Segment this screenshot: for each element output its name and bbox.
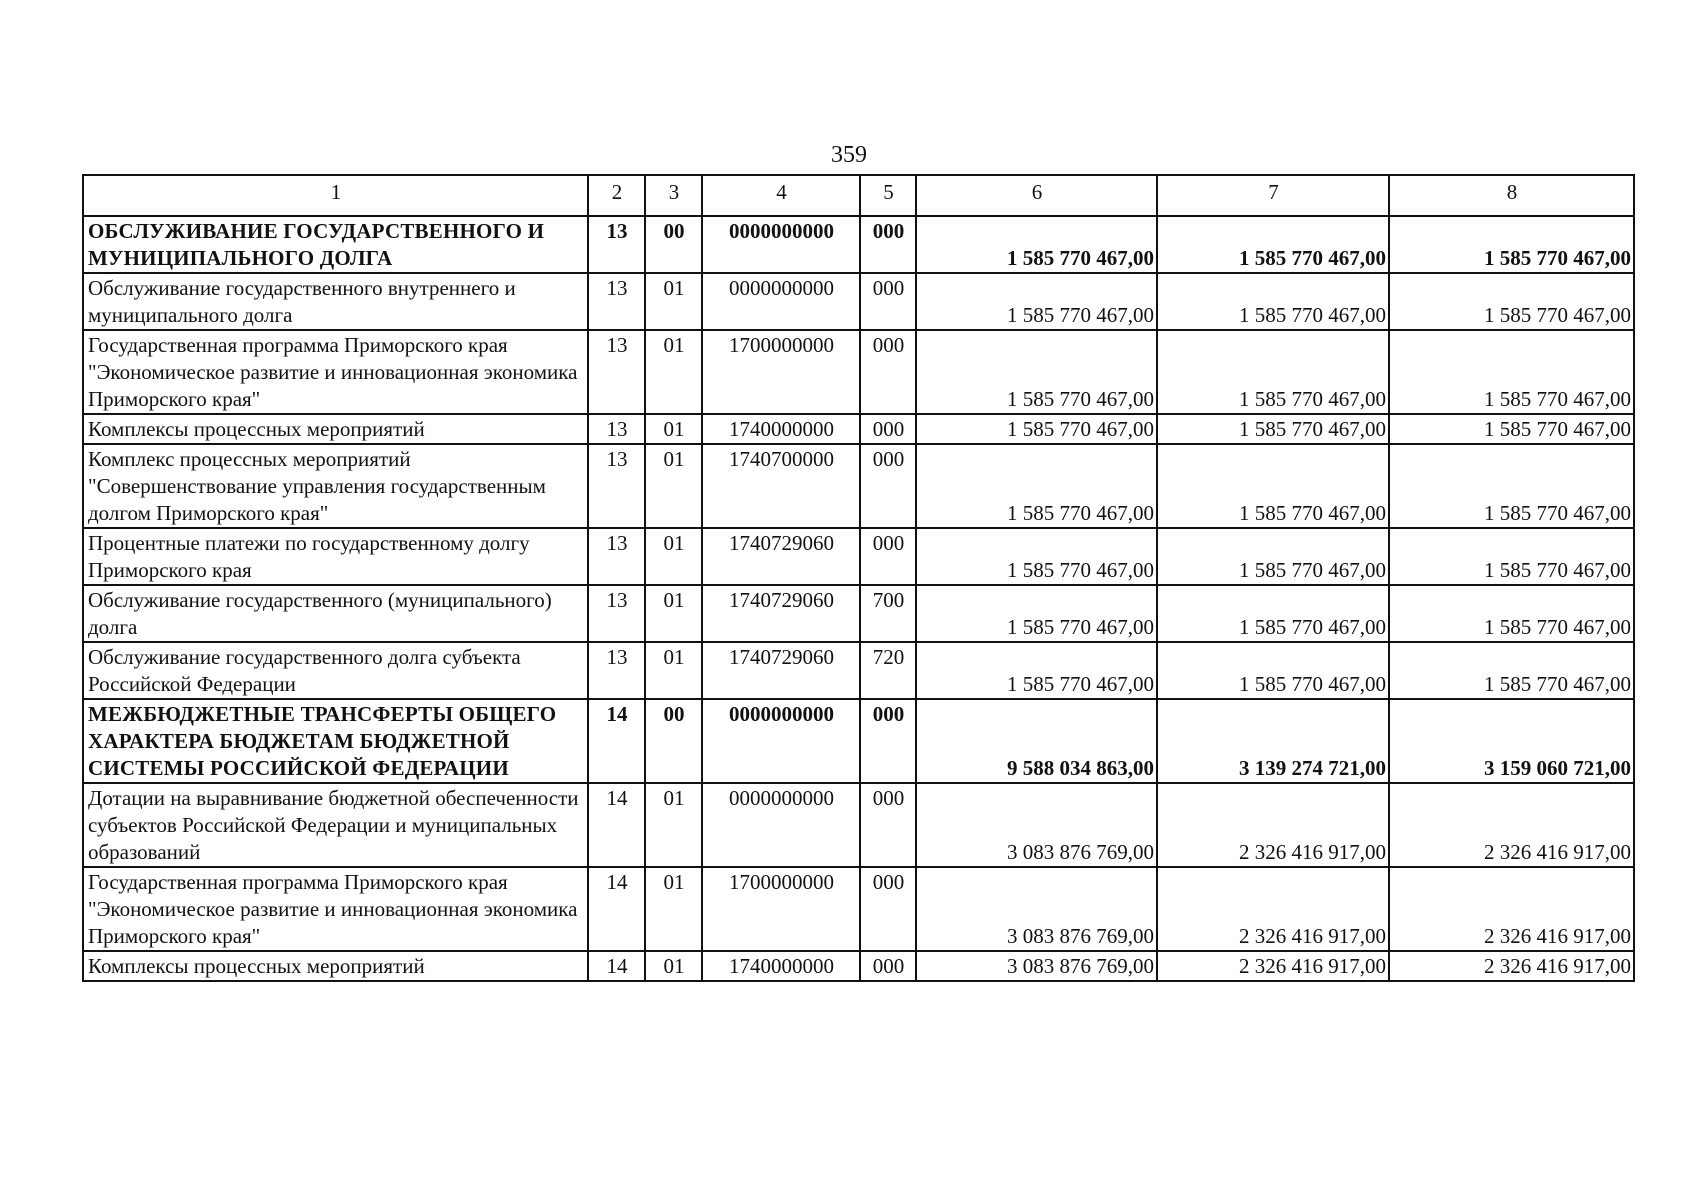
table-row bbox=[83, 642, 1634, 699]
column-header: 8 bbox=[1389, 175, 1634, 216]
table-row bbox=[83, 585, 1634, 642]
table-row bbox=[83, 444, 1634, 528]
subsection-code-cell: 01 bbox=[645, 642, 702, 699]
amount-year-1-cell: 9 588 034 863,00 bbox=[916, 699, 1157, 783]
expense-type-code-cell: 000 bbox=[860, 216, 916, 273]
subsection-code-cell: 01 bbox=[645, 414, 702, 444]
target-code-cell: 0000000000 bbox=[702, 273, 860, 330]
table-row bbox=[83, 330, 1634, 414]
column-header: 6 bbox=[916, 175, 1157, 216]
amount-year-2-cell: 1 585 770 467,00 bbox=[1157, 273, 1389, 330]
amount-year-2-cell: 1 585 770 467,00 bbox=[1157, 528, 1389, 585]
amount-year-2-cell: 1 585 770 467,00 bbox=[1157, 330, 1389, 414]
item-name-cell: Процентные платежи по государственному долгу Приморского края bbox=[83, 528, 588, 585]
amount-year-2-cell: 1 585 770 467,00 bbox=[1157, 642, 1389, 699]
amount-year-2-cell: 2 326 416 917,00 bbox=[1157, 867, 1389, 951]
subsection-code-cell: 01 bbox=[645, 444, 702, 528]
amount-year-3-cell: 2 326 416 917,00 bbox=[1389, 867, 1634, 951]
amount-year-1-cell: 1 585 770 467,00 bbox=[916, 528, 1157, 585]
table-row bbox=[83, 528, 1634, 585]
amount-year-1-cell: 1 585 770 467,00 bbox=[916, 414, 1157, 444]
amount-year-3-cell: 1 585 770 467,00 bbox=[1389, 528, 1634, 585]
column-header: 2 bbox=[588, 175, 645, 216]
section-code-cell: 13 bbox=[588, 528, 645, 585]
table-row bbox=[83, 273, 1634, 330]
amount-year-3-cell: 1 585 770 467,00 bbox=[1389, 642, 1634, 699]
expense-type-code-cell: 000 bbox=[860, 444, 916, 528]
subsection-code-cell: 01 bbox=[645, 867, 702, 951]
expense-type-code-cell: 000 bbox=[860, 330, 916, 414]
section-code-cell: 14 bbox=[588, 699, 645, 783]
target-code-cell: 0000000000 bbox=[702, 783, 860, 867]
amount-year-2-cell: 2 326 416 917,00 bbox=[1157, 951, 1389, 981]
item-name-cell: Комплекс процессных мероприятий "Совершенствование управления государственным долгом Приморского края" bbox=[83, 444, 588, 528]
item-name-cell: Дотации на выравнивание бюджетной обеспеченности субъектов Российской Федерации и муниципальных образований bbox=[83, 783, 588, 867]
amount-year-3-cell: 1 585 770 467,00 bbox=[1389, 585, 1634, 642]
section-total-row bbox=[83, 699, 1634, 783]
column-number-header-row bbox=[83, 175, 1634, 216]
table-row bbox=[83, 783, 1634, 867]
item-name-cell: Комплексы процессных мероприятий bbox=[83, 951, 588, 981]
column-header: 5 bbox=[860, 175, 916, 216]
subsection-code-cell: 01 bbox=[645, 951, 702, 981]
expense-type-code-cell: 000 bbox=[860, 414, 916, 444]
section-code-cell: 14 bbox=[588, 951, 645, 981]
amount-year-2-cell: 3 139 274 721,00 bbox=[1157, 699, 1389, 783]
amount-year-1-cell: 1 585 770 467,00 bbox=[916, 330, 1157, 414]
target-code-cell: 1740729060 bbox=[702, 585, 860, 642]
amount-year-1-cell: 1 585 770 467,00 bbox=[916, 444, 1157, 528]
amount-year-1-cell: 1 585 770 467,00 bbox=[916, 216, 1157, 273]
amount-year-3-cell: 3 159 060 721,00 bbox=[1389, 699, 1634, 783]
item-name-cell: Обслуживание государственного внутреннего и муниципального долга bbox=[83, 273, 588, 330]
amount-year-1-cell: 1 585 770 467,00 bbox=[916, 642, 1157, 699]
item-name-cell: Государственная программа Приморского края "Экономическое развитие и инновационная экономика Приморского края" bbox=[83, 330, 588, 414]
target-code-cell: 0000000000 bbox=[702, 216, 860, 273]
expense-type-code-cell: 720 bbox=[860, 642, 916, 699]
target-code-cell: 1740000000 bbox=[702, 951, 860, 981]
amount-year-3-cell: 1 585 770 467,00 bbox=[1389, 216, 1634, 273]
subsection-code-cell: 01 bbox=[645, 585, 702, 642]
expense-type-code-cell: 000 bbox=[860, 273, 916, 330]
amount-year-2-cell: 1 585 770 467,00 bbox=[1157, 585, 1389, 642]
target-code-cell: 1700000000 bbox=[702, 330, 860, 414]
amount-year-3-cell: 2 326 416 917,00 bbox=[1389, 783, 1634, 867]
target-code-cell: 0000000000 bbox=[702, 699, 860, 783]
section-code-cell: 13 bbox=[588, 585, 645, 642]
item-name-cell: Комплексы процессных мероприятий bbox=[83, 414, 588, 444]
amount-year-1-cell: 3 083 876 769,00 bbox=[916, 867, 1157, 951]
subsection-code-cell: 01 bbox=[645, 330, 702, 414]
amount-year-3-cell: 1 585 770 467,00 bbox=[1389, 414, 1634, 444]
amount-year-2-cell: 1 585 770 467,00 bbox=[1157, 444, 1389, 528]
subsection-code-cell: 00 bbox=[645, 699, 702, 783]
section-code-cell: 13 bbox=[588, 216, 645, 273]
section-code-cell: 14 bbox=[588, 783, 645, 867]
table-row bbox=[83, 951, 1634, 981]
target-code-cell: 1740000000 bbox=[702, 414, 860, 444]
expense-type-code-cell: 000 bbox=[860, 528, 916, 585]
section-code-cell: 13 bbox=[588, 273, 645, 330]
section-total-row bbox=[83, 216, 1634, 273]
expense-type-code-cell: 000 bbox=[860, 699, 916, 783]
amount-year-1-cell: 1 585 770 467,00 bbox=[916, 585, 1157, 642]
subsection-code-cell: 01 bbox=[645, 528, 702, 585]
table-row bbox=[83, 867, 1634, 951]
section-code-cell: 13 bbox=[588, 414, 645, 444]
item-name-cell: Обслуживание государственного (муниципального) долга bbox=[83, 585, 588, 642]
amount-year-3-cell: 1 585 770 467,00 bbox=[1389, 273, 1634, 330]
column-header: 4 bbox=[702, 175, 860, 216]
column-header: 7 bbox=[1157, 175, 1389, 216]
item-name-cell: Государственная программа Приморского края "Экономическое развитие и инновационная экономика Приморского края" bbox=[83, 867, 588, 951]
amount-year-2-cell: 1 585 770 467,00 bbox=[1157, 414, 1389, 444]
table-row bbox=[83, 414, 1634, 444]
subsection-code-cell: 01 bbox=[645, 273, 702, 330]
section-code-cell: 13 bbox=[588, 330, 645, 414]
amount-year-2-cell: 1 585 770 467,00 bbox=[1157, 216, 1389, 273]
amount-year-3-cell: 2 326 416 917,00 bbox=[1389, 951, 1634, 981]
expense-type-code-cell: 700 bbox=[860, 585, 916, 642]
section-code-cell: 14 bbox=[588, 867, 645, 951]
amount-year-1-cell: 3 083 876 769,00 bbox=[916, 783, 1157, 867]
section-code-cell: 13 bbox=[588, 444, 645, 528]
amount-year-2-cell: 2 326 416 917,00 bbox=[1157, 783, 1389, 867]
amount-year-1-cell: 3 083 876 769,00 bbox=[916, 951, 1157, 981]
section-code-cell: 13 bbox=[588, 642, 645, 699]
target-code-cell: 1740729060 bbox=[702, 528, 860, 585]
amount-year-3-cell: 1 585 770 467,00 bbox=[1389, 444, 1634, 528]
subsection-code-cell: 00 bbox=[645, 216, 702, 273]
subsection-code-cell: 01 bbox=[645, 783, 702, 867]
target-code-cell: 1740700000 bbox=[702, 444, 860, 528]
amount-year-1-cell: 1 585 770 467,00 bbox=[916, 273, 1157, 330]
page-number: 359 bbox=[831, 142, 867, 168]
target-code-cell: 1740729060 bbox=[702, 642, 860, 699]
expense-type-code-cell: 000 bbox=[860, 783, 916, 867]
expense-type-code-cell: 000 bbox=[860, 867, 916, 951]
budget-table bbox=[82, 174, 1635, 982]
target-code-cell: 1700000000 bbox=[702, 867, 860, 951]
column-header: 3 bbox=[645, 175, 702, 216]
item-name-cell: Обслуживание государственного долга субъекта Российской Федерации bbox=[83, 642, 588, 699]
column-header: 1 bbox=[83, 175, 588, 216]
item-name-cell: ОБСЛУЖИВАНИЕ ГОСУДАРСТВЕННОГО И МУНИЦИПАЛЬНОГО ДОЛГА bbox=[83, 216, 588, 273]
expense-type-code-cell: 000 bbox=[860, 951, 916, 981]
item-name-cell: МЕЖБЮДЖЕТНЫЕ ТРАНСФЕРТЫ ОБЩЕГО ХАРАКТЕРА БЮДЖЕТАМ БЮДЖЕТНОЙ СИСТЕМЫ РОССИЙСКОЙ ФЕДЕРАЦИИ bbox=[83, 699, 588, 783]
amount-year-3-cell: 1 585 770 467,00 bbox=[1389, 330, 1634, 414]
